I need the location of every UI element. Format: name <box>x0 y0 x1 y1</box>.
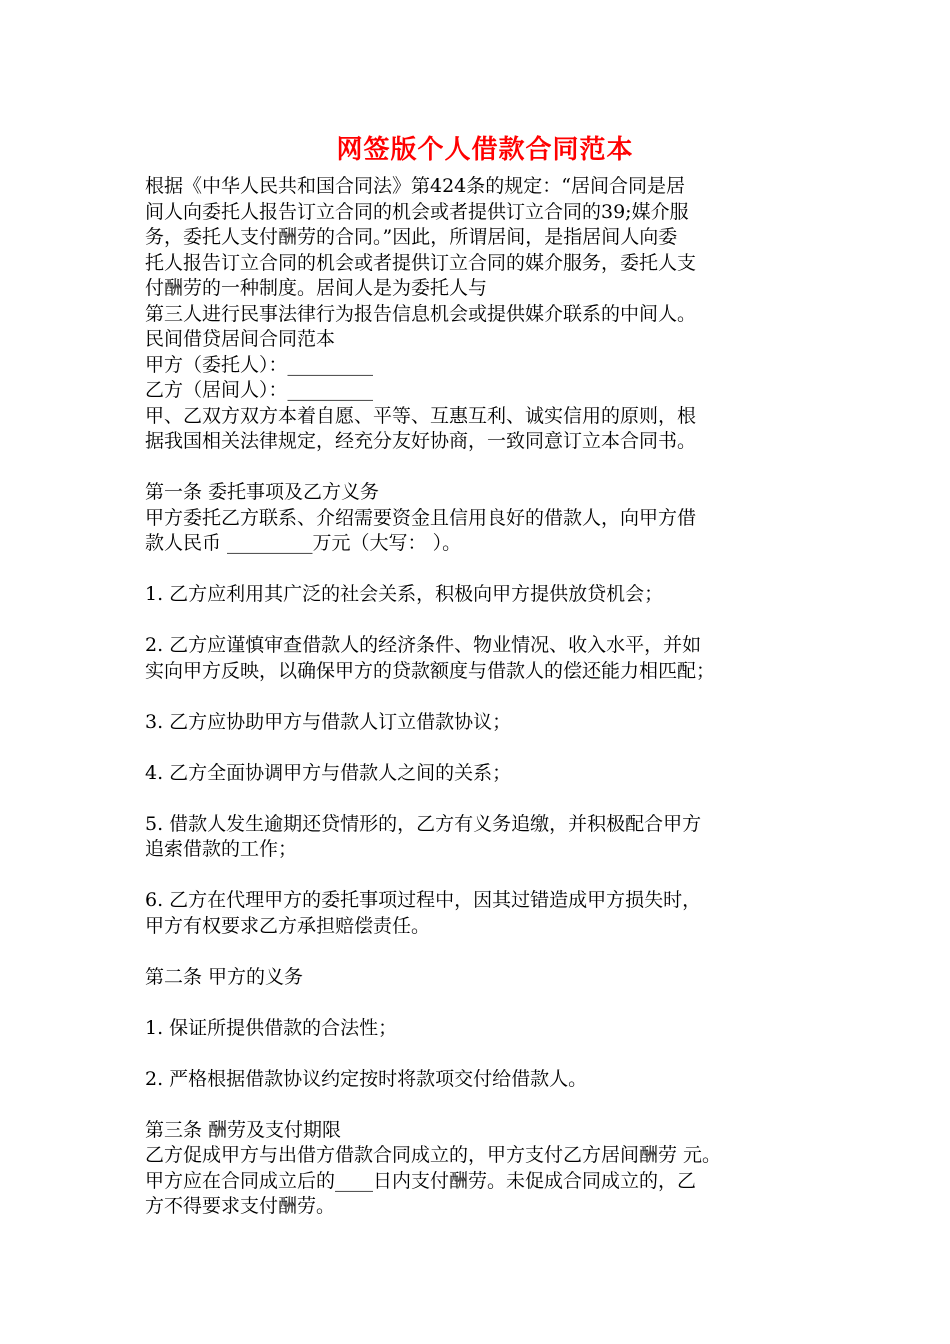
text-line: 第一条 委托事项及乙方义务 <box>145 481 380 503</box>
paragraph-gap <box>145 863 825 889</box>
text-line: 民间借贷居间合同范本 <box>145 328 336 350</box>
text-line: 间人向委托人报告订立合同的机会或者提供订立合同的39;媒介服 <box>145 200 689 223</box>
text-line: 务，委托人支付酬劳的合同。”因此，所谓居间，是指居间人向委 <box>145 226 678 248</box>
text-line: 2. 严格根据借款协议约定按时将款项交付给借款人。 <box>145 1067 588 1090</box>
text-line: 方不得要求支付酬劳。 <box>145 1195 336 1217</box>
paragraph-gap <box>145 786 825 812</box>
text-line: 甲方（委托人）：_________ <box>145 353 374 376</box>
text-line: 第二条 甲方的义务 <box>145 965 304 988</box>
text-line: 6. 乙方在代理甲方的委托事项过程中，因其过错造成甲方损失时， <box>145 889 702 911</box>
text-line: 甲、乙双方双方本着自愿、平等、互惠互利、诚实信用的原则，根 <box>145 404 697 427</box>
paragraph-gap <box>145 1041 825 1067</box>
paragraph-gap <box>145 557 825 583</box>
paragraph-gap <box>145 1092 825 1118</box>
text-line: 实向甲方反映，以确保甲方的贷款额度与借款人的偿还能力相匹配； <box>145 659 716 682</box>
paragraph-gap <box>145 735 825 761</box>
text-line: 4. 乙方全面协调甲方与借款人之间的关系； <box>145 761 512 784</box>
text-line: 2. 乙方应谨慎审查借款人的经济条件、物业情况、收入水平，并如 <box>145 634 702 656</box>
text-line: 托人报告订立合同的机会或者提供订立合同的媒介服务，委托人支 <box>145 251 697 274</box>
paragraph-gap <box>145 990 825 1016</box>
text-line: 1. 保证所提供借款的合法性； <box>145 1016 398 1039</box>
paragraph-gap <box>145 939 825 965</box>
document-title: 网签版个人借款合同范本 <box>336 135 634 165</box>
text-line: 付酬劳的一种制度。居间人是为委托人与 <box>145 277 488 299</box>
text-line: 根据《中华人民共和国合同法》第424条的规定：“居间合同是居 <box>145 175 685 197</box>
text-line: 第三条 酬劳及支付期限 <box>145 1118 342 1141</box>
text-line: 甲方应在合同成立后的____日内支付酬劳。未促成合同成立的，乙 <box>145 1169 697 1192</box>
text-line: 款人民币 _________万元（大写： ）。 <box>145 532 462 554</box>
text-line: 5. 借款人发生逾期还贷情形的，乙方有义务追缴，并积极配合甲方 <box>145 812 702 835</box>
paragraph-gap <box>145 608 825 634</box>
text-line: 甲方有权要求乙方承担赔偿责任。 <box>145 914 431 937</box>
text-line: 据我国相关法律规定，经充分友好协商，一致同意订立本合同书。 <box>145 430 697 452</box>
paragraph-gap <box>145 455 825 481</box>
document-body <box>145 174 825 1220</box>
paragraph-gap <box>145 684 825 710</box>
text-line: 第三人进行民事法律行为报告信息机会或提供媒介联系的中间人。 <box>145 302 697 325</box>
text-line: 追索借款的工作； <box>145 838 298 860</box>
text-line: 1. 乙方应利用其广泛的社会关系，积极向甲方提供放贷机会； <box>145 583 664 605</box>
text-line: 3. 乙方应协助甲方与借款人订立借款协议； <box>145 710 512 733</box>
text-line: 乙方（居间人）：_________ <box>145 379 374 401</box>
text-line: 乙方促成甲方与出借方借款合同成立的，甲方支付乙方居间酬劳 元。 <box>145 1144 722 1166</box>
text-line: 甲方委托乙方联系、介绍需要资金且信用良好的借款人，向甲方借 <box>145 506 697 529</box>
document-page <box>145 130 825 1220</box>
